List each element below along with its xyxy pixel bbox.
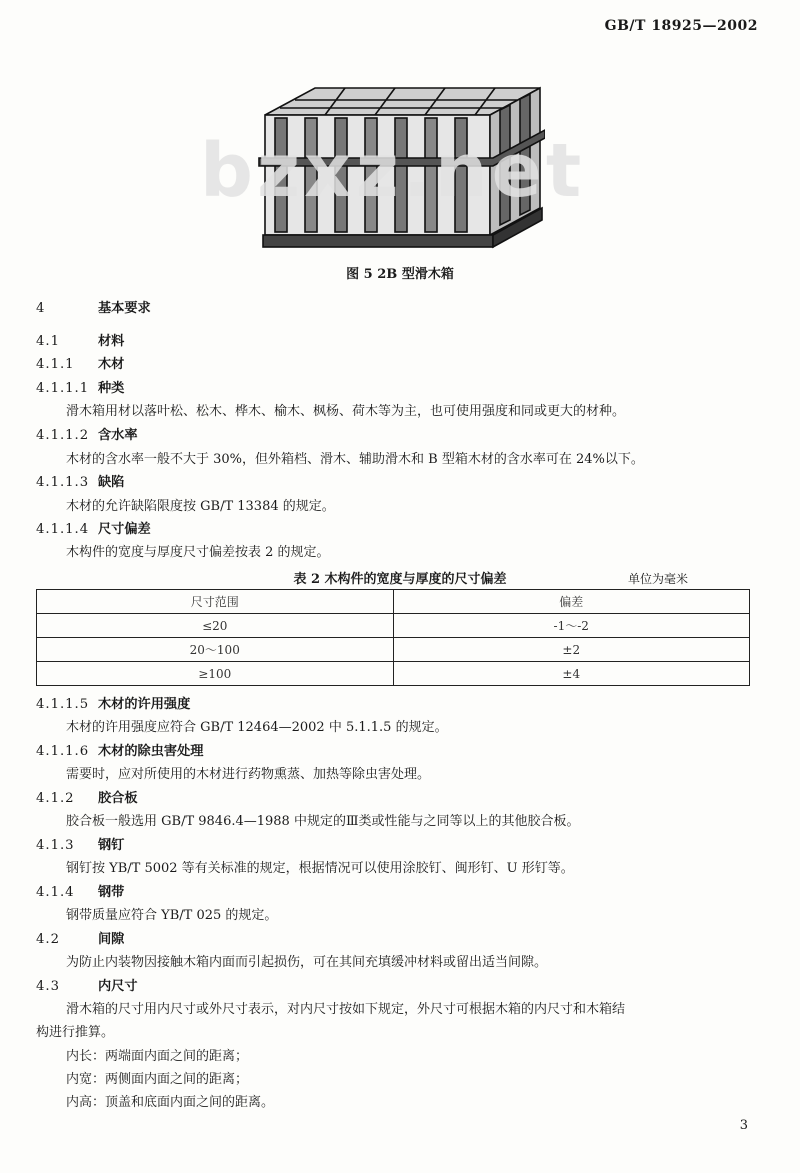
section-title: 种类 <box>98 381 125 396</box>
section-title: 木材的除虫害处理 <box>98 744 204 759</box>
table-caption: 表 2 木构件的宽度与厚度的尺寸偏差 <box>293 572 507 587</box>
section-number: 4 <box>36 301 46 316</box>
section-number: 4.2 <box>36 932 60 947</box>
section-number: 4.1 <box>36 334 60 349</box>
section-text: 胶合板一般选用 GB/T 9846.4—1988 中规定的Ⅲ类或性能与之同等以上的其他胶合板。 <box>66 814 580 829</box>
section-text: 滑木箱用材以落叶松、松木、桦木、榆木、枫杨、荷木等为主，也可使用强度和同或更大的材种。 <box>66 404 626 419</box>
section-title: 尺寸偏差 <box>98 522 151 537</box>
section-title: 钢带 <box>98 885 125 900</box>
table-cell: ≥100 <box>37 662 394 686</box>
column-header: 偏差 <box>393 590 750 614</box>
table-cell: ±2 <box>393 638 750 662</box>
definition-inner-width: 内宽：两侧面内面之间的距离； <box>66 1072 249 1087</box>
section-text: 钢带质量应符合 YB/T 025 的规定。 <box>66 908 278 923</box>
column-header: 尺寸范围 <box>37 590 394 614</box>
section-title: 缺陷 <box>98 475 125 490</box>
section-text-continued: 构进行推算。 <box>36 1025 115 1040</box>
definition-inner-height: 内高：顶盖和底面内面之间的距离。 <box>66 1095 275 1110</box>
section-number: 4.1.1 <box>36 357 75 372</box>
table-row <box>37 662 750 686</box>
section-number: 4.1.1.3 <box>36 475 90 490</box>
table-cell: -1～-2 <box>393 614 750 638</box>
page-number: 3 <box>739 1118 748 1133</box>
section-title: 钢钉 <box>98 838 125 853</box>
section-number: 4.1.1.2 <box>36 428 90 443</box>
table-cell: 20～100 <box>37 638 394 662</box>
section-text: 木材的含水率一般不大于 30%，但外箱档、滑木、辅助滑木和 B 型箱木材的含水率可在 24%以下。 <box>66 452 644 467</box>
section-number: 4.1.1.5 <box>36 697 90 712</box>
section-4-1-1-5-heading <box>36 696 190 714</box>
table-unit: 单位为毫米 <box>628 572 689 586</box>
table-row <box>37 614 750 638</box>
section-title: 胶合板 <box>98 791 138 806</box>
section-number: 4.1.1.6 <box>36 744 90 759</box>
standard-code: GB/T 18925—2002 <box>604 18 758 34</box>
section-title: 含水率 <box>98 428 138 443</box>
table-cell: ±4 <box>393 662 750 686</box>
section-title: 间隙 <box>98 932 125 947</box>
section-4-1-4-heading <box>36 884 124 902</box>
section-number: 4.3 <box>36 979 60 994</box>
section-4-1-1-2-heading <box>36 427 138 445</box>
table-row <box>37 638 750 662</box>
section-4-1-1-1-heading <box>36 380 124 398</box>
section-text: 钢钉按 YB/T 5002 等有关标准的规定，根据情况可以使用涂胶钉、闽形钉、U 形钉等。 <box>66 861 574 876</box>
section-title: 木材 <box>98 357 125 372</box>
section-4-heading <box>36 300 151 318</box>
section-title: 内尺寸 <box>98 979 138 994</box>
section-4-1-heading <box>36 333 124 351</box>
section-text: 滑木箱的尺寸用内尺寸或外尺寸表示，对内尺寸按如下规定，外尺寸可根据木箱的内尺寸和木箱结 <box>66 1002 626 1017</box>
section-number: 4.1.2 <box>36 791 75 806</box>
section-text: 木构件的宽度与厚度尺寸偏差按表 2 的规定。 <box>66 545 330 560</box>
section-4-1-1-6-heading <box>36 743 204 761</box>
section-text: 木材的许用强度应符合 GB/T 12464—2002 中 5.1.1.5 的规定。 <box>66 720 448 735</box>
section-title: 木材的许用强度 <box>98 697 191 712</box>
definition-inner-length: 内长：两端面内面之间的距离； <box>66 1049 249 1064</box>
section-4-1-3-heading <box>36 837 124 855</box>
section-4-1-1-4-heading <box>36 521 151 539</box>
table-header-row <box>37 590 750 614</box>
deviation-table <box>36 589 750 686</box>
section-number: 4.1.1.4 <box>36 522 90 537</box>
section-4-1-2-heading <box>36 790 138 808</box>
watermark: bzxz.net <box>200 128 586 214</box>
section-text: 为防止内装物因接触木箱内面而引起损伤，可在其间充填缓冲材料或留出适当间隙。 <box>66 955 548 970</box>
table-cell: ≤20 <box>37 614 394 638</box>
section-text: 需要时，应对所使用的木材进行药物熏蒸、加热等除虫害处理。 <box>66 767 431 782</box>
section-text: 木材的允许缺陷限度按 GB/T 13384 的规定。 <box>66 499 335 514</box>
section-title: 基本要求 <box>98 301 151 316</box>
section-4-2-heading <box>36 931 124 949</box>
section-number: 4.1.1.1 <box>36 381 90 396</box>
figure-caption: 图 5 2B 型滑木箱 <box>346 267 454 282</box>
section-4-1-1-heading <box>36 356 124 374</box>
section-number: 4.1.4 <box>36 885 75 900</box>
section-4-3-heading <box>36 978 138 996</box>
section-number: 4.1.3 <box>36 838 75 853</box>
section-4-1-1-3-heading <box>36 474 124 492</box>
section-title: 材料 <box>98 334 125 349</box>
